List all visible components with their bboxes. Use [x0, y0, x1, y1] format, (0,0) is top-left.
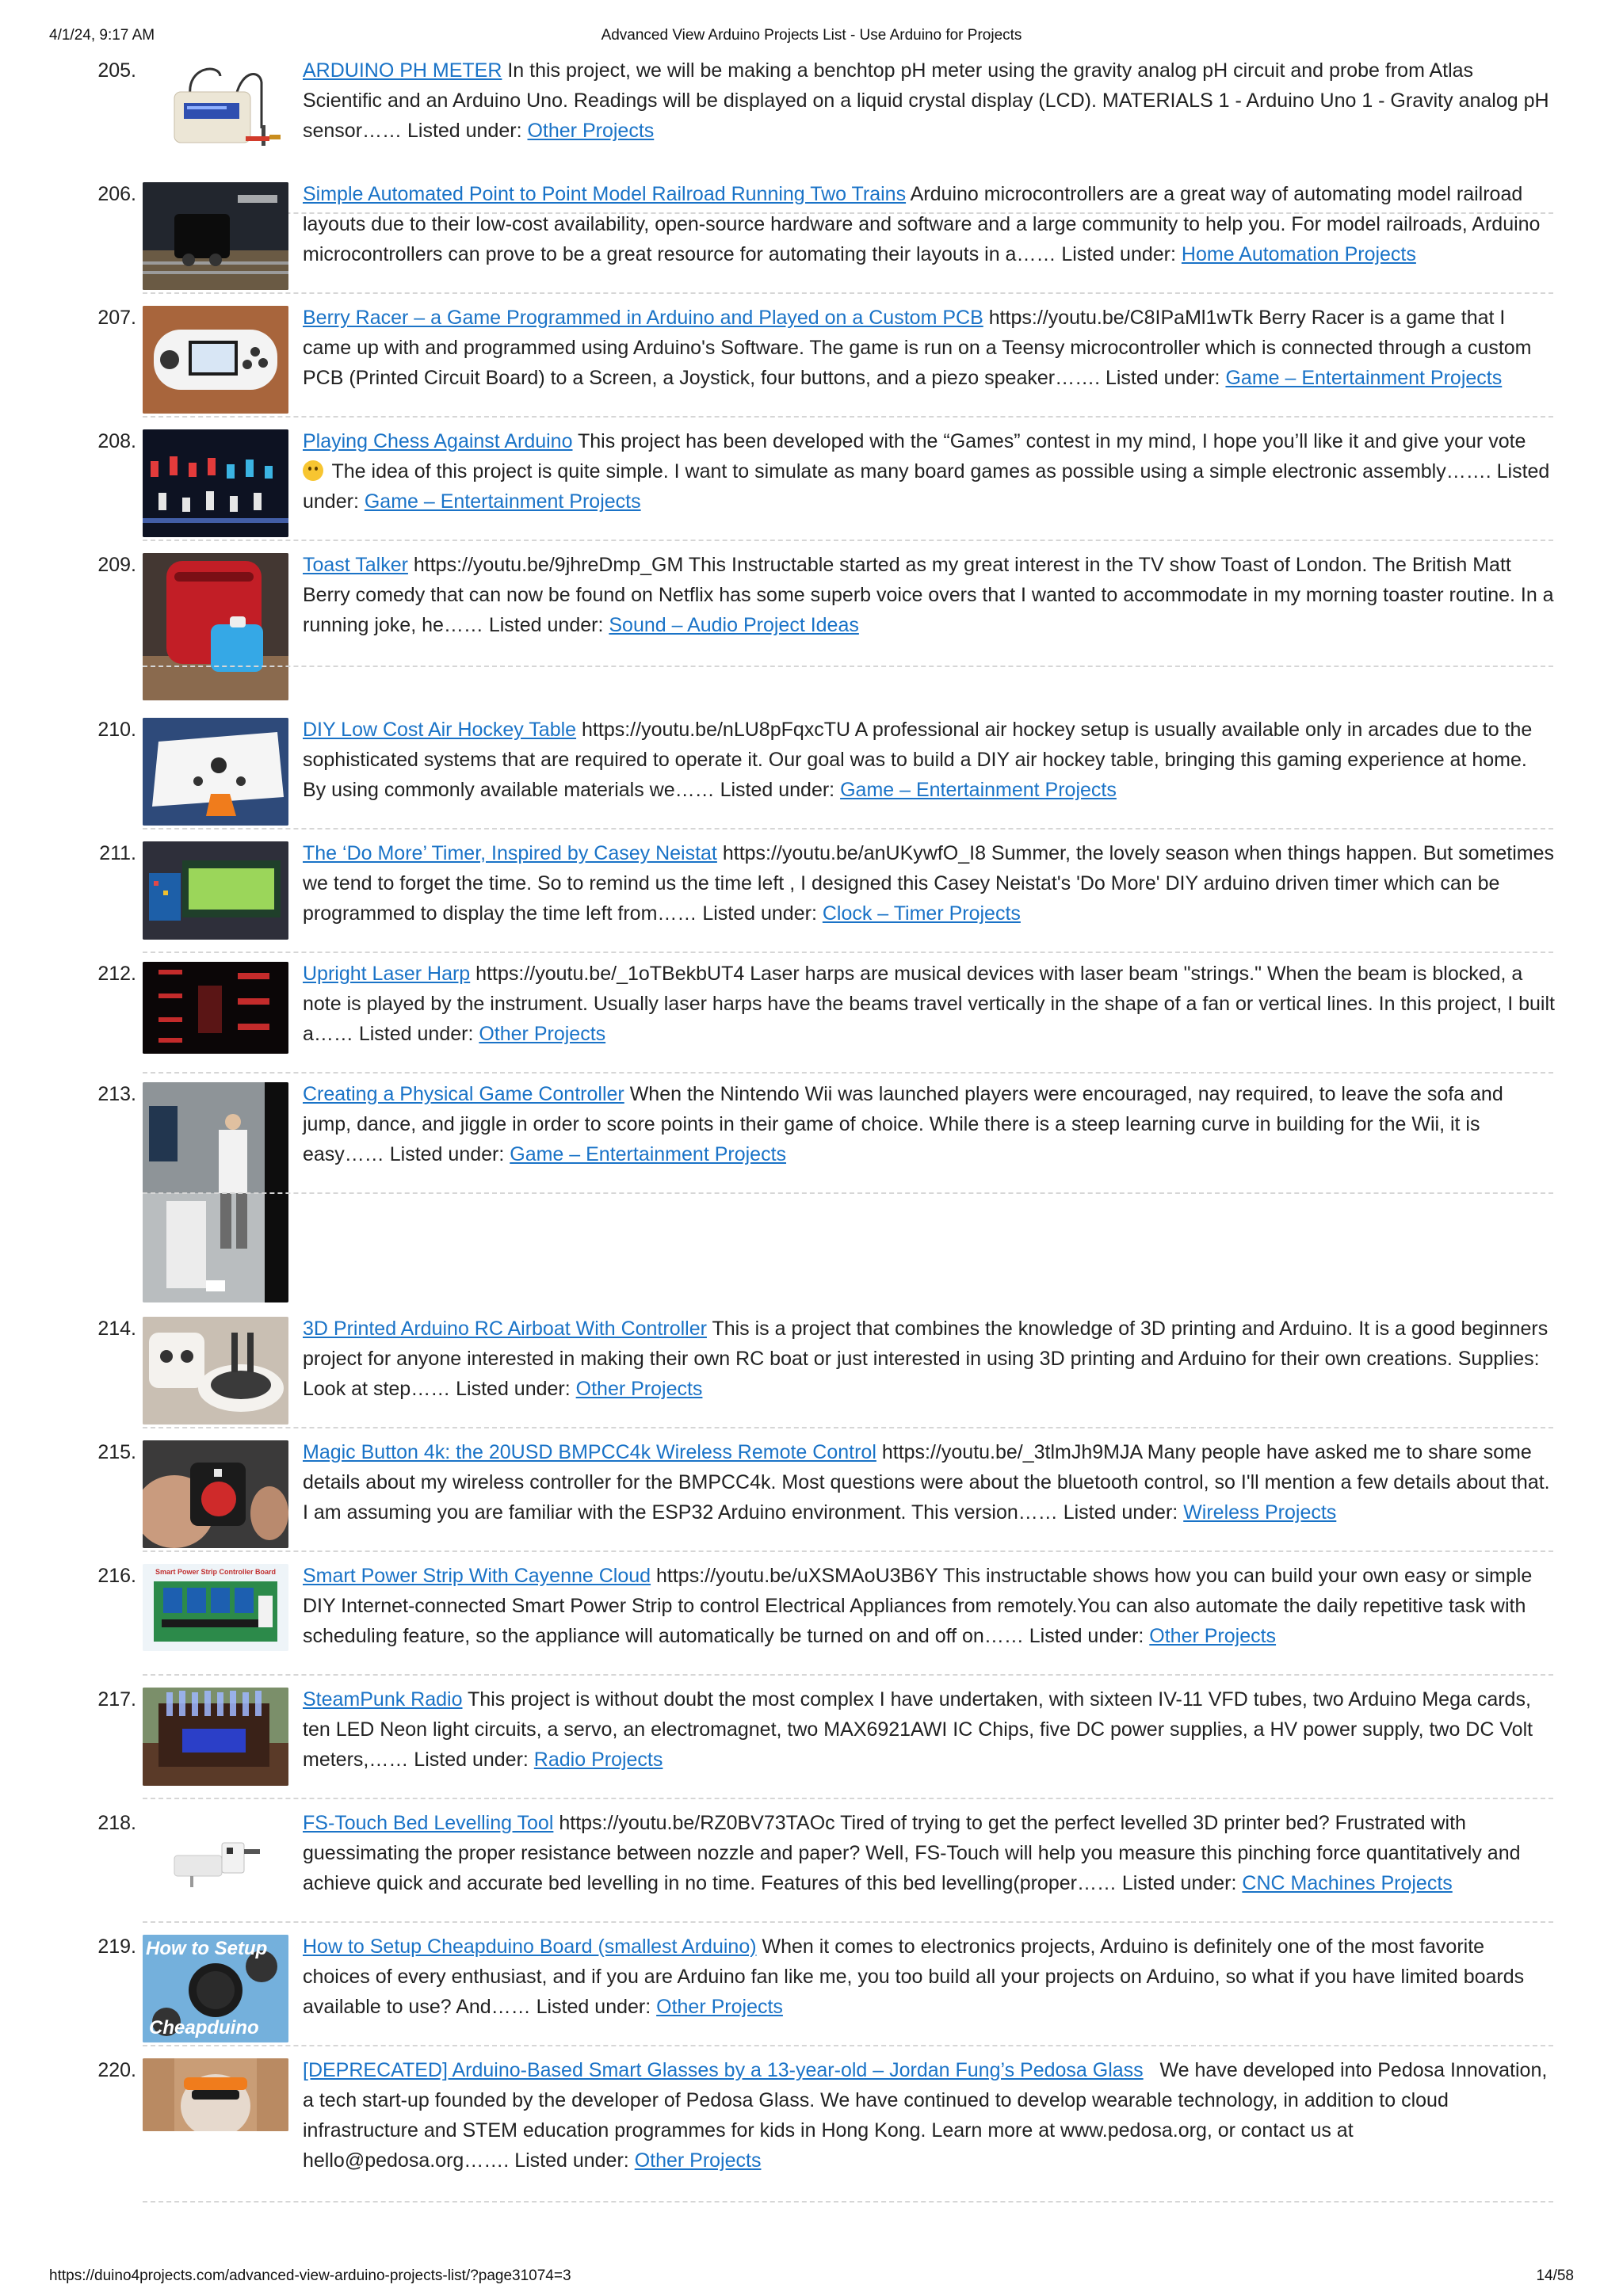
project-description: https://youtu.be/anUKywfO_I8 Summer, the lovely season when things happen. But sometimes we tend to forget the time. So to remind us the time left , I designed this Casey Neistat's 'Do More' DIY arduino driven timer which can be programmed to display the time left from…… Listed under: [303, 842, 1555, 925]
page-counter: 14/58 [1536, 2267, 1574, 2284]
item-content [303, 2055, 1555, 2176]
print-footer [49, 2267, 1574, 2291]
project-title-link[interactable]: How to Setup Cheapduino Board (smallest Arduino) [303, 1936, 757, 1958]
project-description: https://youtu.be/RZ0BV73TAOc Tired of trying to get the perfect levelled 3D printer bed? Frustrated with guessimating the proper resistance between nozzle and paper? Well, FS-Touch will help you measure this pinching force quantitatively and achieve quick and accurate bed levelling in no time. Features of this bed levelling(proper…… Listed under: [303, 1812, 1521, 1894]
item-number: 219. [97, 1936, 136, 1958]
print-date: 4/1/24, 9:17 AM [49, 27, 155, 44]
item-content [303, 1437, 1555, 1527]
divider [143, 1798, 1553, 1799]
project-title-link[interactable]: [DEPRECATED] Arduino-Based Smart Glasses by a 13-year-old – Jordan Fung’s Pedosa Glass [303, 2059, 1144, 2081]
project-title-link[interactable]: Upright Laser Harp [303, 963, 471, 985]
project-description: This is a project that combines the knowledge of 3D printing and Arduino. It is a good beginners project for anyone interested in making their own RC boat or just interested in using 3D printing and Arduino for their own creations. Supplies: Look at step…… Listed under: [303, 1318, 1549, 1400]
project-thumbnail [143, 1935, 288, 2042]
item-number: 210. [97, 719, 136, 741]
item-number: 205. [97, 59, 136, 82]
project-thumbnail [143, 553, 288, 700]
category-link[interactable]: Other Projects [527, 120, 655, 142]
project-description: https://youtu.be/_1oTBekbUT4 Laser harps are musical devices with laser beam "strings." When the beam is blocked, a note is played by the instrument. Usually laser harps have the beams travel vertically in the shape of a fan or vertical lines. In this project, I built a…… Listed under: [303, 963, 1555, 1045]
category-link[interactable]: Clock – Timer Projects [822, 902, 1021, 925]
project-title-link[interactable]: Toast Talker [303, 554, 408, 576]
project-thumbnail [143, 841, 288, 940]
item-content [303, 303, 1555, 393]
item-number: 220. [97, 2059, 136, 2081]
project-thumbnail [143, 182, 288, 290]
project-description: We have developed into Pedosa Innovation, a tech start-up founded by the developer of Pedosa Glass. We have continued to develop wearable technology, in addition to cloud infrastructure and STEM education programmes for kids in Hong Kong. Learn more at www.pedosa.org, or contact us at hello@pedosa.org……. Listed under: [303, 2059, 1553, 2172]
project-title-link[interactable]: ARDUINO PH METER [303, 59, 502, 82]
category-link[interactable]: Sound – Audio Project Ideas [609, 614, 859, 636]
item-content [303, 959, 1555, 1049]
project-title-link[interactable]: FS-Touch Bed Levelling Tool [303, 1812, 554, 1834]
project-description: When the Nintendo Wii was launched players were encouraged, nay required, to leave the sofa and jump, dance, and jiggle in order to score points in their game of choice. While there is a steep learning curve in building for the Wii, it is easy…… Listed under: [303, 1083, 1503, 1165]
item-number: 215. [97, 1441, 136, 1463]
divider [143, 1550, 1553, 1552]
category-link[interactable]: Other Projects [479, 1023, 606, 1045]
category-link[interactable]: Other Projects [575, 1378, 703, 1400]
divider [143, 292, 1553, 294]
item-number: 213. [97, 1083, 136, 1105]
item-number: 209. [97, 554, 136, 576]
thumbnail-caption-bottom: Cheapduino [149, 2017, 259, 2039]
item-number: 214. [97, 1318, 136, 1340]
item-content [303, 1684, 1555, 1775]
category-link[interactable]: Radio Projects [533, 1749, 663, 1771]
project-thumbnail [143, 2058, 288, 2131]
category-link[interactable]: Game – Entertainment Projects [364, 490, 641, 513]
project-title-link[interactable]: The ‘Do More’ Timer, Inspired by Casey Neistat [303, 842, 717, 864]
divider [143, 952, 1553, 953]
divider [143, 2045, 1553, 2046]
page-url: https://duino4projects.com/advanced-view-arduino-projects-list/?page31074=3 [49, 2267, 571, 2284]
project-description: https://youtu.be/nLU8pFqxcTU A professional air hockey setup is usually available only in arcades due to the sophisticated systems that are required to operate it. Our goal was to build a DIY air hockey table, bringing this gaming experience at home. By using commonly available materials we…… Listed under: [303, 719, 1533, 801]
item-content [303, 179, 1555, 269]
project-description: When it comes to electronics projects, Arduino is definitely one of the most favorite choices of every enthusiast, and if you are Arduino fan like me, you too build all your projects on Arduino, so what if you have limited boards available to use? And…… Listed under: [303, 1936, 1525, 2018]
page-title: Advanced View Arduino Projects List - Use Arduino for Projects [601, 27, 1022, 44]
divider [143, 416, 1553, 418]
divider [143, 828, 1553, 830]
project-description: This project is without doubt the most complex I have undertaken, with sixteen IV-11 VFD tubes, two Arduino Mega cards, ten LED Neon light circuits, a servo, an electromagnet, two MAX6921AWI IC Chips, five DC power supplies, a HV power supply, two DC Volt meters,…… Listed under: [303, 1688, 1533, 1771]
project-thumbnail [143, 962, 288, 1054]
project-description: Arduino microcontrollers are a great way of automating model railroad layouts due to their low-cost availability, open-source hardware and software and a large community to help you. For model railroads, Arduino microcontrollers can prove to be a great resource for automating their layouts in a…… Listed under: [303, 183, 1541, 265]
item-number: 218. [97, 1812, 136, 1834]
category-link[interactable]: Wireless Projects [1183, 1501, 1337, 1524]
category-link[interactable]: Game – Entertainment Projects [1225, 367, 1503, 389]
divider [143, 1192, 1553, 1194]
category-link[interactable]: Other Projects [634, 2149, 762, 2172]
project-thumbnail [143, 718, 288, 826]
project-thumbnail [143, 59, 288, 157]
project-title-link[interactable]: Playing Chess Against Arduino [303, 430, 573, 452]
item-content [303, 1932, 1555, 2022]
project-title-link[interactable]: DIY Low Cost Air Hockey Table [303, 719, 577, 741]
item-content [303, 1808, 1555, 1898]
category-link[interactable]: Other Projects [656, 1996, 783, 2018]
category-link[interactable]: Game – Entertainment Projects [840, 779, 1117, 801]
project-description: https://youtu.be/9jhreDmp_GM This Instructable started as my great interest in the TV show Toast of London. The British Matt Berry comedy that can now be found on Netflix has some superb voice overs that I wanted to accommodate in my morning toaster routine. In a running joke, he…… Listed under: [303, 554, 1554, 636]
project-description: https://youtu.be/uXSMAoU3B6Y This instructable shows how you can build your own easy or simple DIY Internet-connected Smart Power Strip to control Electrical Appliances from remotely.You can also automate the daily repetitive task with scheduling feature, so the appliance will automatically be turned on and off on…… Listed under: [303, 1565, 1533, 1647]
divider [143, 1427, 1553, 1428]
divider [143, 1921, 1553, 1923]
project-thumbnail [143, 1564, 288, 1651]
item-content [303, 55, 1555, 146]
item-number: 212. [97, 963, 136, 985]
divider [143, 1072, 1553, 1074]
item-content [303, 1314, 1555, 1404]
project-description: This project has been developed with the “Games” contest in my mind, I hope you’ll like it and give your vote [578, 430, 1526, 452]
item-number: 217. [97, 1688, 136, 1711]
category-link[interactable]: CNC Machines Projects [1242, 1872, 1453, 1894]
divider [143, 666, 1553, 667]
project-thumbnail [143, 429, 288, 537]
divider [143, 2201, 1553, 2203]
item-number: 206. [97, 183, 136, 205]
project-thumbnail [143, 306, 288, 414]
item-content [303, 426, 1555, 517]
project-title-link[interactable]: Magic Button 4k: the 20USD BMPCC4k Wireless Remote Control [303, 1441, 876, 1463]
category-link[interactable]: Other Projects [1149, 1625, 1277, 1647]
item-number: 207. [97, 307, 136, 329]
project-thumbnail [143, 1811, 288, 1894]
project-thumbnail [143, 1440, 288, 1548]
smiley-icon [303, 460, 323, 481]
project-thumbnail [143, 1317, 288, 1425]
project-title-link[interactable]: Creating a Physical Game Controller [303, 1083, 624, 1105]
item-number: 208. [97, 430, 136, 452]
category-link[interactable]: Game – Entertainment Projects [510, 1143, 787, 1165]
project-title-link[interactable]: 3D Printed Arduino RC Airboat With Controller [303, 1318, 707, 1340]
divider [143, 1674, 1553, 1676]
project-description-cont: The idea of this project is quite simple. I want to simulate as many board games as possible using a simple electronic assembly……. Listed under: [303, 460, 1550, 513]
item-content [303, 1079, 1555, 1169]
item-content [303, 1561, 1555, 1651]
project-thumbnail [143, 1688, 288, 1786]
item-content [303, 550, 1555, 640]
item-content [303, 838, 1555, 929]
project-description: https://youtu.be/_3tlmJh9MJA Many people have asked me to share some details about my wireless controller for the BMPCC4k. Most questions were about the bluetooth control, so I'll mention a few details about that. I am assuming you are familiar with the ESP32 Arduino environment. This version…… Listed under: [303, 1441, 1550, 1524]
divider [143, 540, 1553, 541]
item-number: 216. [97, 1565, 136, 1587]
item-content [303, 715, 1555, 805]
project-title-link[interactable]: Simple Automated Point to Point Model Railroad Running Two Trains [303, 183, 907, 205]
category-link[interactable]: Home Automation Projects [1181, 243, 1416, 265]
project-title-link[interactable]: Smart Power Strip With Cayenne Cloud [303, 1565, 651, 1587]
project-description: In this project, we will be making a benchtop pH meter using the gravity analog pH circuit and probe from Atlas Scientific and an Arduino Uno. Readings will be displayed on a liquid crystal display (LCD). MATERIALS 1 - Arduino Uno 1 - Gravity analog pH sensor…… Listed under: [303, 59, 1549, 142]
project-description: https://youtu.be/C8IPaMl1wTk Berry Racer is a game that I came up with and programmed using Arduino's Software. The game is run on a Teensy microcontroller which is connected through a custom PCB (Printed Circuit Board) to a Screen, a Joystick, four buttons, and a piezo speaker……. Listed under: [303, 307, 1532, 389]
thumbnail-caption: Smart Power Strip Controller Board [155, 1568, 277, 1576]
thumbnail-caption-top: How to Setup [146, 1938, 268, 1959]
item-number: 211. [99, 842, 136, 864]
project-title-link[interactable]: Berry Racer – a Game Programmed in Arduino and Played on a Custom PCB [303, 307, 983, 329]
project-title-link[interactable]: SteamPunk Radio [303, 1688, 463, 1711]
